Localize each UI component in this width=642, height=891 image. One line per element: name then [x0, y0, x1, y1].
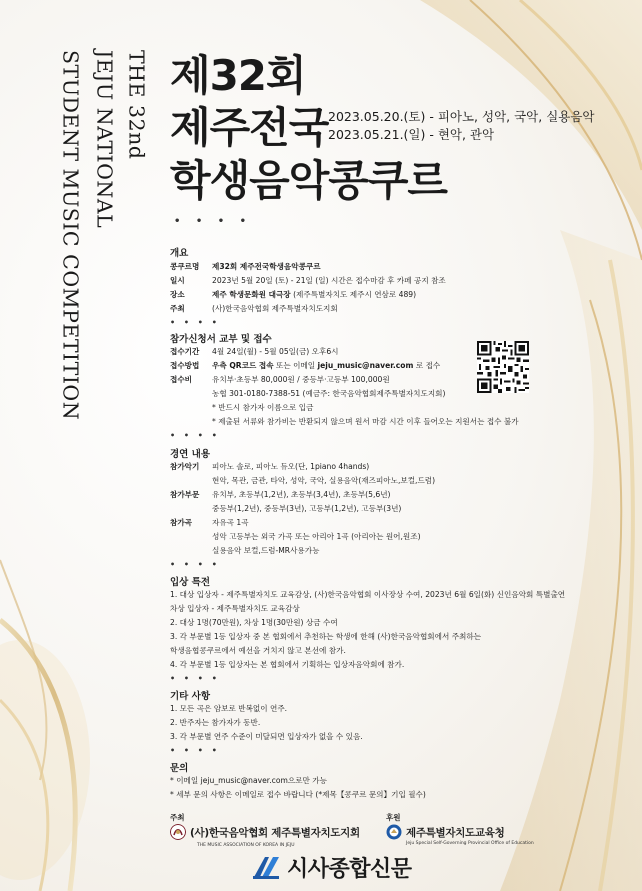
sponsor-organization [386, 824, 504, 840]
host-label: 주최 [170, 813, 185, 822]
award-item: 학생음협콩쿠르에서 예선을 거치지 않고 본선에 참가. [170, 646, 346, 655]
contest-divisions-2: 중등부(1,2년), 중등부(3년), 고등부(1,2년), 고등부(3년) [212, 504, 402, 513]
inquiry-item: * 세부 문의 사항은 이메일로 접수 바랍니다 (*제목【콩쿠르 문의】기입 필수) [170, 790, 426, 799]
dots-divider: • • • • [170, 746, 220, 755]
contest-divisions: 참가부문 유치부, 초등부(1,2년), 초등부(3,4년), 초등부(5,6년) [170, 490, 391, 499]
award-item: 4. 각 부문별 1등 입상자는 본 협회에서 기획하는 입상자음악회에 참가. [170, 660, 405, 669]
overview-row-date: 일시 2023년 5월 20일 (토) - 21일 (일) 시간은 접수마감 후 카페 공지 참조 [170, 276, 446, 285]
other-item: 1. 모든 곡은 암보로 반복없이 연주. [170, 704, 288, 713]
award-item: 차상 입상자 - 제주특별자치도 교육감상 [170, 604, 300, 613]
title-line-3: 학생음악콩쿠르 [170, 156, 448, 205]
application-method: 접수방법 우측 QR코드 접속 또는 이메일 jeju_music@naver.com 로 접수 [170, 361, 441, 370]
brand-name: 시사종합신문 [287, 857, 412, 882]
sponsor-english-name: Jeju Special Self-Governing Provincial Office of Education [406, 841, 534, 846]
award-item: 1. 대상 입상자 - 제주특별자치도 교육감상, (사)한국음악협회 이사장상 수여, 2023년 6월 6일(화) 신인음악회 특별출연 [170, 590, 566, 599]
dots-divider: • • • • [170, 318, 220, 327]
contest-instruments-2: 현악, 목관, 금관, 타악, 성악, 국악, 실용음악(재즈피아노,보컬,드럼) [212, 476, 436, 485]
vertical-title-line-3: STUDENT MUSIC COMPETITION [58, 50, 83, 421]
section-title-application: 참가신청서 교부 및 접수 [170, 334, 272, 345]
contest-pieces-2: 성악 고등부는 외국 가곡 또는 아리아 1곡 (아리아는 원어,원조) [212, 532, 421, 541]
host-english-name: THE MUSIC ASSOCIATION OF KOREA IN JEJU [197, 843, 295, 848]
application-fee: 접수비 유치부·초등부 80,000원 / 중등부·고등부 100,000원 [170, 375, 390, 384]
dots-divider: • • • • [170, 431, 220, 440]
overview-row-host: 주최 (사)한국음악협회 제주특별자치도지회 [170, 304, 338, 313]
section-title-overview: 개요 [170, 248, 189, 259]
award-item: 3. 각 부문별 1등 입상자 중 본 협회에서 추천하는 학생에 한해 (사)한국음악협회에서 주최하는 [170, 632, 482, 641]
section-title-awards: 입상 특전 [170, 577, 211, 588]
vertical-title-line-2: JEJU NATIONAL [92, 50, 117, 229]
application-period: 접수기간 4월 24일(월) - 5월 05일(금) 오후6시 [170, 347, 339, 356]
host-name: (사)한국음악협회 제주특별자치도지회 [190, 826, 360, 839]
inquiry-item: * 이메일 jeju_music@naver.com으로만 가능 [170, 776, 327, 785]
date-day-2: 2023.05.21.(일) - 현악, 관악 [328, 127, 495, 142]
overview-row-name: 콩쿠르명 제32회 제주전국학생음악콩쿠르 [170, 262, 321, 271]
bank-account: 농협 301-0180-7388-51 (예금주: 한국음악협회제주특별자치도지회) [212, 389, 446, 398]
section-title-others: 기타 사항 [170, 691, 211, 702]
overview-row-venue: 장소 제주 학생문화원 대극장 (제주특별자치도 제주시 연삼로 489) [170, 290, 417, 299]
contest-pieces-3: 실용음악 보컬,드럼-MR사용가능 [212, 546, 320, 555]
newspaper-brand [251, 852, 412, 883]
dots-divider: • • • • [170, 674, 220, 683]
contest-instruments: 참가악기 피아노 솔로, 피아노 듀오(단, 1piano 4hands) [170, 462, 370, 471]
qr-code[interactable] [477, 341, 529, 393]
title-line-1: 제32회 [170, 51, 306, 100]
sponsor-name: 제주특별자치도교육청 [406, 826, 505, 839]
competition-dates [328, 108, 595, 144]
newspaper-logo-icon [251, 855, 281, 881]
section-title-contest: 경연 내용 [170, 449, 211, 460]
contest-pieces: 참가곡 자유곡 1곡 [170, 518, 249, 527]
education-office-emblem-icon [386, 824, 402, 840]
sponsor-label: 후원 [386, 813, 401, 822]
music-association-logo-icon [170, 824, 186, 840]
title-line-2: 제주전국 [170, 103, 329, 152]
other-item: 2. 반주자는 참가자가 동반. [170, 718, 261, 727]
host-organization [170, 824, 360, 840]
fee-note-2: * 제출된 서류와 참가비는 반환되지 않으며 원서 마감 시간 이후 들어오는 지원서는 접수 불가 [212, 417, 519, 426]
vertical-title-line-1: THE 32nd [124, 50, 149, 160]
other-item: 3. 각 부문별 연주 수준이 미달되면 입상자가 없을 수 있음. [170, 732, 363, 741]
section-title-inquiry: 문의 [170, 763, 189, 774]
vertical-english-title [60, 50, 160, 530]
dots-divider: • • • • [174, 216, 253, 227]
dots-divider: • • • • [170, 560, 220, 569]
fee-note-1: * 반드시 참가자 이름으로 입금 [212, 403, 314, 412]
date-day-1: 2023.05.20.(토) - 피아노, 성악, 국악, 실용음악 [328, 109, 595, 124]
award-item: 2. 대상 1명(70만원), 차상 1명(30만원) 상금 수여 [170, 618, 338, 627]
